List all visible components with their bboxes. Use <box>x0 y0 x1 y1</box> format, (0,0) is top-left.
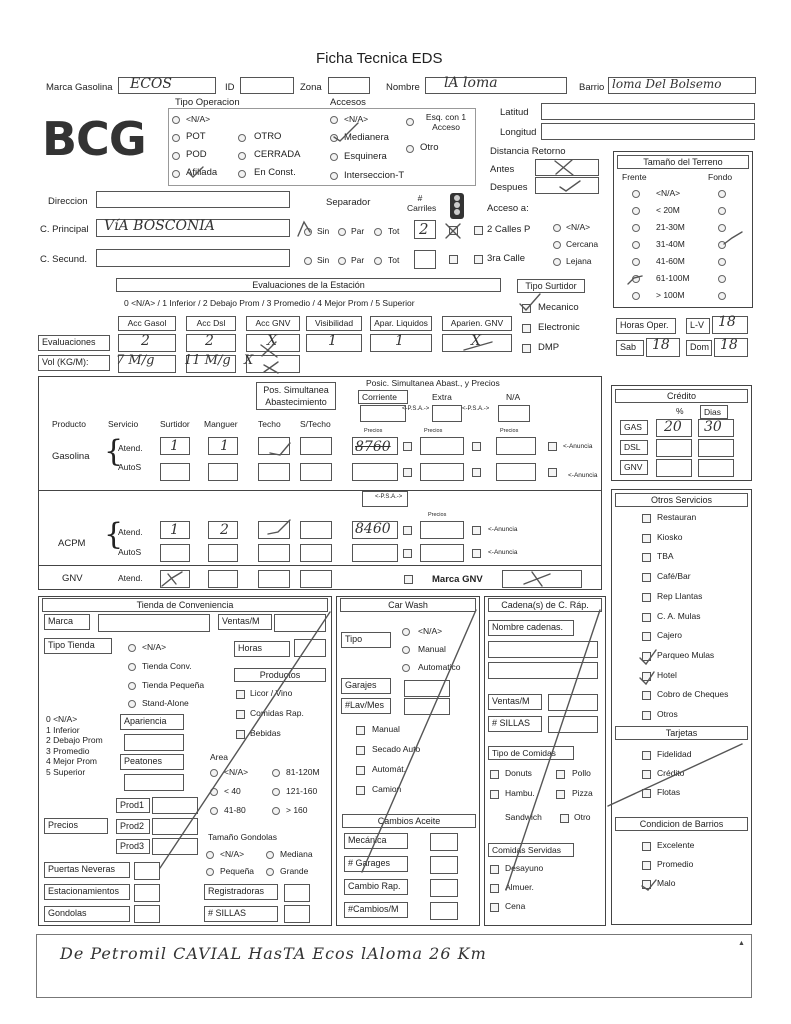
distancia-label: Distancia Retorno <box>490 146 566 157</box>
cw-na-label: <N/A> <box>418 626 443 636</box>
sab-label: Sab <box>616 340 644 356</box>
bebidas-label: Bebidas <box>250 728 281 738</box>
cambios-label: #Cambios/M <box>344 902 408 918</box>
otros-servicio-label: Café/Bar <box>657 571 691 582</box>
aparien-gnv-mark <box>464 342 492 350</box>
frente-check-mark <box>628 276 642 284</box>
precios-label: Precios <box>424 428 443 434</box>
direccion-label: Direccion <box>48 196 88 207</box>
op-pod-label: POD <box>186 149 207 160</box>
lav-label: #Lav/Mes <box>341 698 391 714</box>
cw-manual-label: Manual <box>418 644 446 654</box>
sep-sin-label: Sin <box>317 255 330 265</box>
area-40-label: < 40 <box>224 786 241 796</box>
neveras-label: Puertas Neveras <box>44 862 130 878</box>
area-label: Area <box>210 752 228 762</box>
cambios-header: Cambios Aceite <box>342 814 476 828</box>
tienda-header: Tienda de Conveniencia <box>42 598 328 612</box>
accesos-label: Accesos <box>330 97 366 108</box>
gond-peq-label: Pequeña <box>220 866 255 876</box>
scale-1: 1 Inferior <box>46 724 80 735</box>
cw-manual-check-label: Manual <box>372 724 400 734</box>
eval-row-label: Evaluaciones <box>38 335 110 351</box>
eval-value: X <box>471 333 481 349</box>
acpm-brace-icon: { <box>104 517 124 552</box>
abast-col-header: Techo <box>258 419 281 429</box>
cw-auto-label: Automatico <box>418 662 461 672</box>
scale-5: 5 Superior <box>46 766 86 777</box>
tienda-conv-label: Tienda Conv. <box>142 661 192 671</box>
op-enconst-label: En Const. <box>254 167 296 178</box>
registradoras-label: Registradoras <box>204 884 278 900</box>
despues-mark <box>560 181 580 191</box>
cambios-label: Mecánica <box>344 833 408 849</box>
parqueo-check-mark <box>640 650 656 664</box>
acceso-a-label: Acceso a: <box>487 203 529 214</box>
tienda-horas-label: Horas <box>234 641 290 657</box>
psa-label-2: <-P.S.A.-> <box>462 406 490 412</box>
scale-2: 2 Debajo Prom <box>46 735 103 745</box>
marca-gnv-label: Marca GNV <box>432 574 483 585</box>
principal-value: VíA BOSCONIA <box>104 218 215 234</box>
terreno-option-label: 41-60M <box>656 256 685 266</box>
acpm-label: ACPM <box>58 538 86 549</box>
gnv-atend-label: Atend. <box>118 573 143 583</box>
terreno-option-label: 21-30M <box>656 222 685 232</box>
otros-servicio-label: Restauran <box>657 512 697 522</box>
acc-medianera-label: Medianera <box>344 132 389 143</box>
terreno-option-label: 61-100M <box>656 273 690 283</box>
vol-value: X <box>244 353 254 368</box>
hambu-label: Hambu. <box>505 788 535 798</box>
area-gt160-label: > 160 <box>286 805 308 815</box>
condicion-label: Excelente <box>657 840 695 850</box>
eval-value: 1 <box>328 333 337 349</box>
acc-na-label: <N/A> <box>344 114 369 124</box>
gas-dias-value: 30 <box>704 419 722 435</box>
acc-esquinera-label: Esquinera <box>344 151 387 162</box>
gondolas-label: Gondolas <box>44 906 130 922</box>
carwash-tipo-label: Tipo <box>341 632 391 648</box>
gas-surtidor-value: 1 <box>170 438 179 454</box>
carwash-strike-line <box>362 610 476 872</box>
malo-check-mark <box>642 880 656 890</box>
cadenas-sillas-label: # SILLAS <box>488 716 542 732</box>
gas-atend-label: Atend. <box>118 443 143 453</box>
gas-price-value: 8760 <box>355 439 391 455</box>
sandwich-label: Sandwich <box>505 812 542 822</box>
op-cerrada-label: CERRADA <box>254 149 301 160</box>
terreno-option-label: 31-40M <box>656 239 685 249</box>
cena-label: Cena <box>505 901 526 911</box>
antes-cross-mark <box>555 160 573 175</box>
donuts-label: Donuts <box>505 768 532 778</box>
scroll-up-icon[interactable]: ▲ <box>738 940 745 947</box>
secund-label: C. Secund. <box>40 254 87 265</box>
fondo-label: Fondo <box>708 172 733 182</box>
tienda-marca-label: Marca <box>44 614 90 630</box>
gas-anuncia-1: <-Anuncia <box>563 443 593 450</box>
op-afiliada-label: Afiliada <box>186 167 218 178</box>
barrio-value: loma Del Bolsemo <box>612 77 722 91</box>
terreno-header: Tamaño del Terreno <box>617 155 749 169</box>
eval-col-header: Acc Dsl <box>186 316 236 331</box>
frente-label: Frente <box>622 172 647 182</box>
eval-col-header: Acc GNV <box>246 316 300 331</box>
otros-servicio-label: TBA <box>657 551 674 562</box>
gnv-label: GNV <box>62 573 83 584</box>
gas-anuncia-2: <-Anuncia <box>568 472 598 479</box>
separador-label: Separador <box>326 197 371 208</box>
credito-row-label: GAS <box>620 420 648 435</box>
dmp-label: DMP <box>538 342 560 353</box>
otro-comida-label: Otro <box>574 812 591 822</box>
gasolina-brace-icon: { <box>104 434 124 469</box>
credito-header: Crédito <box>615 389 748 403</box>
gas-autos-label: AutoS <box>118 462 142 472</box>
medianera-check-mark <box>334 123 358 141</box>
eval-col-header: Visibilidad <box>306 316 362 331</box>
acpm-surtidor-value: 1 <box>170 522 179 538</box>
cadenas-header: Cadena(s) de C. Ráp. <box>488 598 602 612</box>
area-na-label: <N/A> <box>224 767 249 777</box>
antes-label: Antes <box>490 164 515 175</box>
abast-col-header: Surtidor <box>160 419 190 429</box>
gond-grande-label: Grande <box>280 866 309 876</box>
condicion-label: Malo <box>657 878 676 888</box>
sin-check-mark <box>298 222 310 236</box>
acpm-price-value: 8460 <box>355 521 391 537</box>
acpm-precios-label: Precios <box>428 512 447 518</box>
prod1-label: Prod1 <box>116 798 150 813</box>
condicion-label: Promedio <box>657 859 694 869</box>
pos-simultanea-label: Pos. Simultanea Abastecimiento <box>256 382 336 410</box>
fondo-check-mark <box>724 232 742 244</box>
sep-tot-label: Tot <box>388 226 400 236</box>
vol-value: 11 M/g <box>184 353 231 368</box>
tienda-stand-label: Stand-Alone <box>142 698 189 708</box>
apariencia-label: Apariencia <box>120 714 184 730</box>
eval-value: X <box>267 333 277 349</box>
gondolas-t-label: Tamaño Gondolas <box>208 832 277 842</box>
precios-label: Precios <box>44 818 108 834</box>
eval-value: 2 <box>141 333 150 349</box>
tienda-strike-line <box>160 612 330 868</box>
despues-label: Despues <box>490 182 528 193</box>
calles-p-label: 2 Calles P <box>487 224 531 235</box>
extra-label: Extra <box>432 392 452 402</box>
acpm-anuncia-2: <-Anuncia <box>488 549 518 556</box>
terreno-option-label: < 20M <box>656 205 680 215</box>
tarjeta-label: Fidelidad <box>657 749 692 759</box>
credito-row-label: DSL <box>620 440 648 455</box>
comidas-label: Comidas Rap. <box>250 708 304 718</box>
vol-row-label: Vol (KG/M): <box>38 355 110 371</box>
camion-label: Camion <box>372 784 402 794</box>
longitud-label: Longitud <box>500 127 537 138</box>
licor-label: Licor / Vino <box>250 688 293 698</box>
otros-servicio-label: Cajero <box>657 630 683 641</box>
prod3-label: Prod3 <box>116 839 150 854</box>
terreno-option-label: > 100M <box>656 290 685 300</box>
estac-label: Estacionamientos <box>44 884 130 900</box>
tienda-na-label: <N/A> <box>142 642 167 652</box>
otros-servicio-label: Parqueo Mulas <box>657 649 715 660</box>
bcg-logo: BCG <box>42 112 146 166</box>
tarjeta-label: Flotas <box>657 787 681 797</box>
op-otro-label: OTRO <box>254 131 282 142</box>
area-120-label: 81-120M <box>286 767 320 777</box>
acpm-psa-label: <-P.S.A.-> <box>375 494 403 500</box>
vol-gnv-cross <box>264 362 278 373</box>
psa-label-1: <-P.S.A.-> <box>402 406 430 412</box>
tarjetas-header: Tarjetas <box>615 726 748 740</box>
precios-label: Precios <box>500 428 519 434</box>
pollo-label: Pollo <box>572 768 591 778</box>
notes-value: De Petromil CAVIAL HasTA Ecos lAloma 26 Km <box>60 944 487 963</box>
servidas-label: Comidas Servidas <box>488 843 574 857</box>
otros-servicio-label: Rep Llantas <box>657 590 703 601</box>
peatones-label: Peatones <box>120 754 184 770</box>
otros-servicios-header: Otros Servicios <box>615 493 748 507</box>
productos-header: Productos <box>234 668 326 682</box>
horas-label: Horas Oper. <box>616 318 676 334</box>
abast-col-header: S/Techo <box>300 419 331 429</box>
sep-par-label: Par <box>351 255 365 265</box>
acc-intersec-label: Interseccion-T <box>344 170 405 181</box>
vol-value: 7 M/g <box>116 353 155 368</box>
prod2-label: Prod2 <box>116 819 150 834</box>
lejana-label: Lejana <box>566 256 592 266</box>
light-cross-mark <box>446 224 460 238</box>
corriente-label: Corriente <box>358 390 408 404</box>
electronic-label: Electronic <box>538 322 580 333</box>
op-na-label: <N/A> <box>186 114 211 124</box>
otros-servicio-label: Otros <box>657 709 678 719</box>
otros-servicio-label: Kiosko <box>657 531 683 542</box>
hotel-check-mark <box>640 672 654 684</box>
cambios-label: Cambio Rap. <box>344 879 408 895</box>
mecanico-label: Mecanico <box>538 302 579 313</box>
lv-label: L-V <box>686 318 710 334</box>
eval-header: Evaluaciones de la Estación <box>116 278 501 292</box>
precios-label: Precios <box>364 428 383 434</box>
gnv-atend-cross <box>162 572 182 586</box>
carwash-header: Car Wash <box>340 598 476 612</box>
credito-row-label: GNV <box>620 460 648 475</box>
pizza-label: Pizza <box>572 788 593 798</box>
op-pot-label: POT <box>186 131 206 142</box>
cambios-label: # Garages <box>344 856 408 872</box>
otros-servicio-label: C. A. Mulas <box>657 610 701 621</box>
cercana-label: Cercana <box>566 239 599 249</box>
eval-col-header: Acc Gasol <box>118 316 176 331</box>
eval-col-header: Aparien. GNV <box>442 316 512 331</box>
page-title: Ficha Tecnica EDS <box>316 50 443 67</box>
sep-tot-label: Tot <box>388 255 400 265</box>
gas-techo-check <box>270 443 290 455</box>
tienda-ventas-label: Ventas/M <box>218 614 272 630</box>
cadenas-ventas-label: Ventas/M <box>488 694 542 710</box>
carriles-value: 2 <box>419 220 429 238</box>
acc-otro-label: Otro <box>420 142 439 153</box>
mecanico-check-mark <box>520 294 540 310</box>
eval-value: 2 <box>205 333 214 349</box>
acc-esq1-label: Esq. con 1 Acceso <box>425 112 467 132</box>
eval-scale: 0 <N/A> / 1 Inferior / 2 Debajo Prom / 3 Promedio / 4 Mejor Prom / 5 Superior <box>124 298 415 308</box>
lv-value: 18 <box>718 314 736 330</box>
acpm-manguer-value: 2 <box>220 522 229 538</box>
nombre-label: Nombre <box>386 82 420 93</box>
gond-na-label: <N/A> <box>220 849 245 859</box>
garajes-label: Garajes <box>341 678 391 694</box>
tarjeta-label: Crédito <box>657 768 685 778</box>
tarjetas-strike-line <box>608 744 742 806</box>
acpm-techo-check <box>268 520 290 534</box>
gasolina-label: Gasolina <box>52 451 90 462</box>
barrio-label: Barrio <box>579 82 605 93</box>
cadenas-nombre-label: Nombre cadenas. <box>488 620 574 636</box>
tienda-tipo-label: Tipo Tienda <box>44 638 112 654</box>
acpm-autos-label: AutoS <box>118 547 142 557</box>
abast-col-header: Servicio <box>108 419 139 429</box>
marca-gnv-cross <box>524 572 550 586</box>
sab-value: 18 <box>652 337 670 353</box>
credito-pct-label: % <box>676 406 684 416</box>
tipo-comidas-label: Tipo de Comidas <box>488 746 574 760</box>
marca-label: Marca Gasolina <box>46 82 113 93</box>
posic-header: Posic. Simultanea Abast., y Precios <box>366 378 500 388</box>
nombre-value: lA loma <box>444 75 498 91</box>
zona-label: Zona <box>300 82 322 93</box>
otros-servicio-label: Cobro de Cheques <box>657 689 729 700</box>
sep-sin-label: Sin <box>317 226 330 236</box>
otros-servicio-label: Hotel <box>657 669 677 680</box>
marca-value: ECOS <box>130 76 172 92</box>
tienda-sillas-label: # SILLAS <box>204 906 278 922</box>
terreno-option-label: <N/A> <box>656 188 681 198</box>
gnv-eval-cross <box>261 342 277 357</box>
eval-value: 1 <box>395 333 404 349</box>
acc-a-na-label: <N/A> <box>566 222 591 232</box>
acpm-atend-label: Atend. <box>118 527 143 537</box>
automat-label: Automát. <box>372 764 407 774</box>
gas-pct-value: 20 <box>664 419 682 435</box>
principal-label: C. Principal <box>40 224 89 235</box>
almuer-label: Almuer. <box>505 882 534 892</box>
scale-0: 0 <N/A> <box>46 714 78 724</box>
dom-value: 18 <box>720 337 738 353</box>
eval-col-header: Apar. Liquidos <box>370 316 432 331</box>
gond-mediana-label: Mediana <box>280 849 313 859</box>
calle3-label: 3ra Calle <box>487 253 526 264</box>
condicion-header: Condicion de Barrios <box>615 817 748 831</box>
id-label: ID <box>225 82 235 93</box>
abast-col-header: Manguer <box>204 419 238 429</box>
secado-label: Secado Auto <box>372 744 421 754</box>
area-80-label: 41-80 <box>224 805 246 815</box>
na-label: N/A <box>506 392 521 402</box>
tienda-peq-label: Tienda Pequeña <box>142 680 205 690</box>
tipo-operacion-label: Tipo Operacion <box>175 97 240 108</box>
desayuno-label: Desayuno <box>505 863 544 873</box>
cadenas-strike-line <box>506 610 600 890</box>
scale-4: 4 Mejor Prom <box>46 756 98 766</box>
abast-col-header: Producto <box>52 419 87 429</box>
carriles-label: # Carriles <box>407 193 437 213</box>
scale-3: 3 Promedio <box>46 745 90 756</box>
gas-manguer-value: 1 <box>220 438 229 454</box>
sep-par-label: Par <box>351 226 365 236</box>
surtidor-header: Tipo Surtidor <box>517 279 585 293</box>
acpm-anuncia-1: <-Anuncia <box>488 526 518 533</box>
dom-label: Dom <box>686 340 712 356</box>
area-160-label: 121-160 <box>286 786 318 796</box>
credito-dias-label: Dias <box>700 405 728 419</box>
afiliada-check-mark <box>188 167 203 177</box>
latitud-label: Latitud <box>500 107 529 118</box>
